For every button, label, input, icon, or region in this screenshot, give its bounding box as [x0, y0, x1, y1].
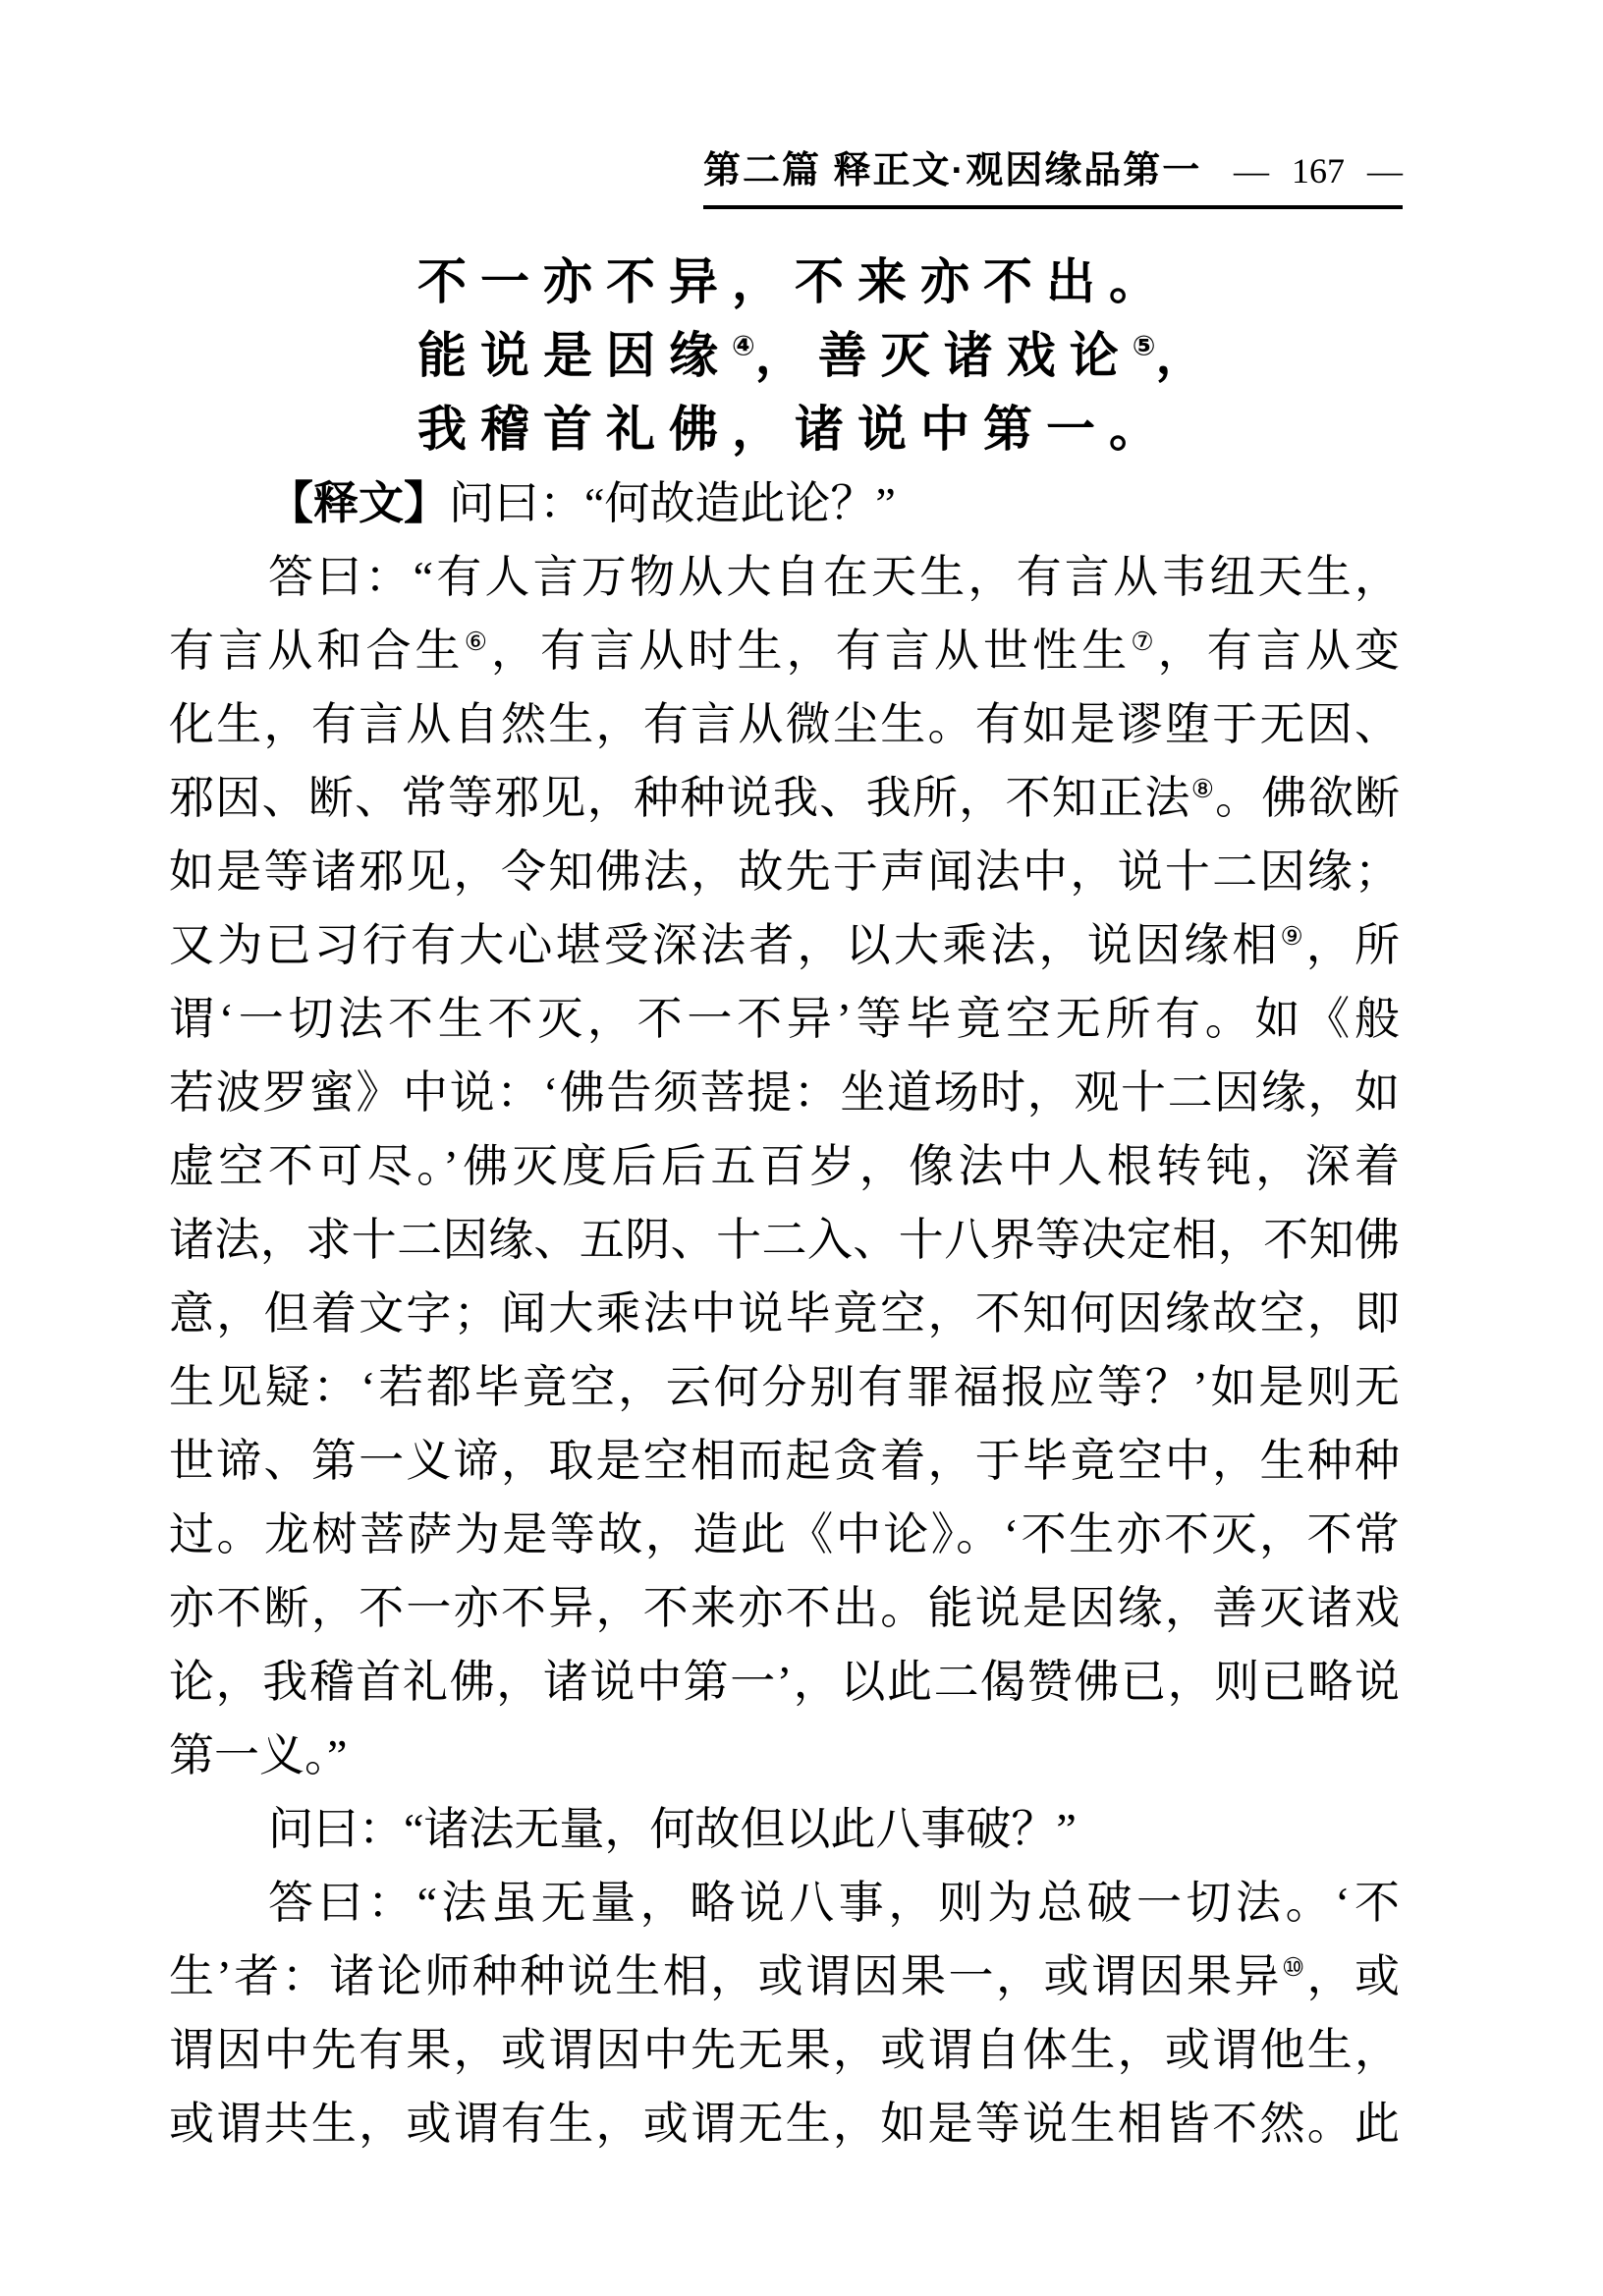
text-line: 若波罗蜜》中说：‘佛告须菩提：坐道场时，观十二因缘，如	[169, 1067, 1400, 1118]
text-line: 谓‘一切法不生不灭，不一不异’等毕竟空无所有。如《般	[169, 994, 1400, 1044]
text-line: 生见疑：‘若都毕竟空，云何分别有罪福报应等？’如是则无	[169, 1362, 1400, 1412]
page-number: — 167 —	[1234, 151, 1403, 191]
footnote-marker: ⑧	[1190, 775, 1216, 804]
text-line: 如是等诸邪见，令知佛法，故先于声闻法中，说十二因缘；	[169, 847, 1400, 897]
verse-line: 不一亦不异，不来亦不出。	[417, 254, 1172, 309]
text-line: 或谓共生，或谓有生，或谓无生，如是等说生相皆不然。此	[169, 2099, 1400, 2149]
running-head	[703, 139, 1403, 209]
text-line: 诸法，求十二因缘、五阴、十二入、十八界等决定相，不知佛	[169, 1215, 1400, 1265]
text-line: 论，我稽首礼佛，诸说中第一’，以此二偈赞佛已，则已略说	[169, 1657, 1400, 1707]
text-line: 第一义。”	[169, 1730, 348, 1780]
text-line: 虚空不可尽。’佛灭度后后五百岁，像法中人根转钝，深着	[169, 1141, 1400, 1191]
text-line: 邪因、断、常等邪见，种种说我、我所，不知正法⑧。佛欲断	[169, 773, 1401, 823]
footnote-marker: ⑤	[1132, 330, 1156, 361]
text-line: 谓因中先有果，或谓因中先无果，或谓自体生，或谓他生，	[169, 2025, 1400, 2075]
verse-line: 我稽首礼佛，诸说中第一。	[417, 402, 1172, 457]
text-line: 答曰：“法虽无量，略说八事，则为总破一切法。‘不	[268, 1878, 1400, 1928]
footnote-marker: ⑥	[464, 628, 491, 657]
text-column	[169, 246, 1400, 2160]
text-line: 意，但着文字；闻大乘法中说毕竟空，不知何因缘故空，即	[169, 1288, 1400, 1339]
footnote-marker: ⑩	[1281, 1953, 1307, 1983]
text-line: 世谛、第一义谛，取是空相而起贪着，于毕竟空中，生种种	[169, 1436, 1400, 1486]
text-line: 化生，有言从自然生，有言从微尘生。有如是谬堕于无因、	[169, 699, 1400, 749]
footnote-marker: ⑨	[1280, 922, 1306, 952]
footnote-marker: ⑦	[1131, 628, 1158, 657]
annotation-tag: 【释文】	[268, 477, 449, 528]
text-line: 又为已习行有大心堪受深法者，以大乘法，说因缘相⑨，所	[169, 920, 1400, 970]
section-title: 第二篇 释正文·观因缘品第一	[703, 150, 1202, 191]
verse-line: 能说是因缘④，善灭诸戏论⑤，	[417, 328, 1219, 383]
text-line: 【释文】问曰：“何故造此论？”	[268, 477, 896, 528]
footnote-marker: ④	[732, 330, 755, 361]
text-line: 亦不断，不一亦不异，不来亦不出。能说是因缘，善灭诸戏	[169, 1583, 1400, 1633]
body-text	[169, 466, 1400, 2160]
text-line: 生’者：诸论师种种说生相，或谓因果一，或谓因果异⑩，或	[169, 1951, 1400, 2001]
verse-block	[169, 246, 1400, 466]
text-line: 问曰：“诸法无量，何故但以此八事破？”	[268, 1804, 1077, 1854]
text-line: 答曰：“有人言万物从大自在天生，有言从韦纽天生，	[268, 552, 1400, 602]
text-line: 过。龙树菩萨为是等故，造此《中论》。‘不生亦不灭，不常	[169, 1509, 1400, 1559]
text-line: 有言从和合生⑥，有言从时生，有言从世性生⑦，有言从变	[169, 626, 1401, 676]
